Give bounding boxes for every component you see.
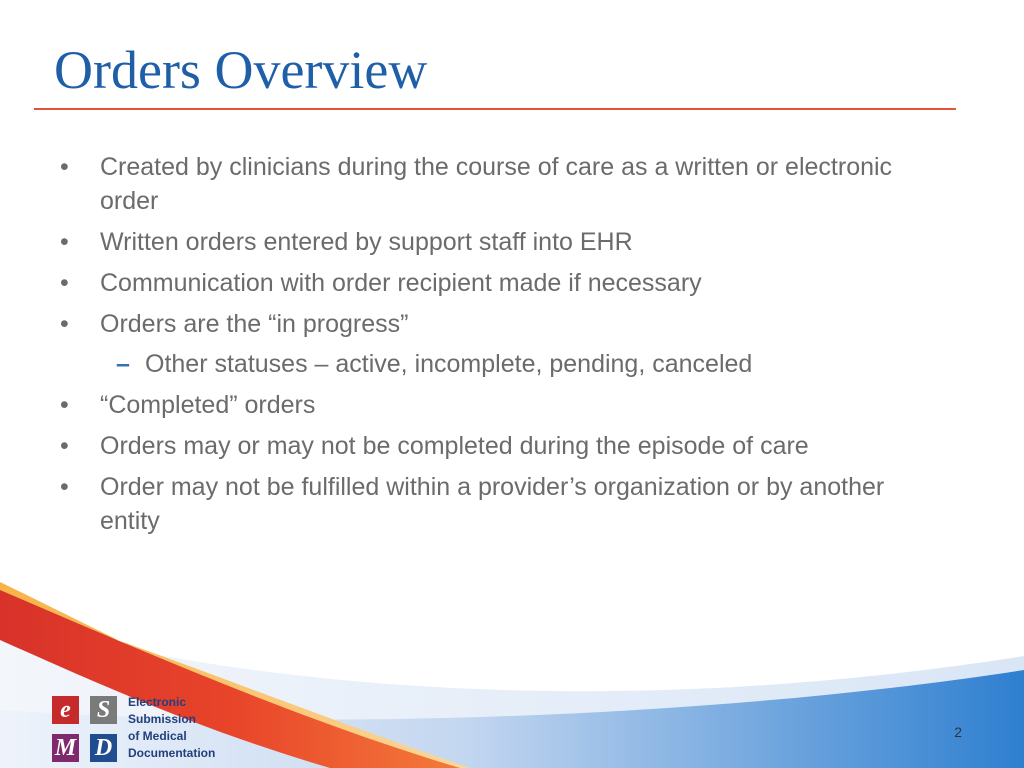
bullet-text: Written orders entered by support staff into EHR bbox=[100, 228, 633, 256]
bullet-marker: • bbox=[60, 473, 69, 501]
logo-tile-e: e bbox=[52, 696, 79, 724]
bullet-marker: • bbox=[60, 153, 69, 181]
bullet-marker: • bbox=[60, 228, 69, 256]
logo-text-line: Documentation bbox=[128, 746, 216, 760]
bullet-marker: • bbox=[60, 310, 69, 338]
bullet-item bbox=[60, 150, 940, 218]
bullet-item bbox=[60, 225, 940, 259]
logo-tile-d: D bbox=[90, 734, 117, 762]
logo-text-line: Submission bbox=[128, 712, 197, 726]
logo-text-line: of Medical bbox=[128, 729, 187, 743]
bullet-text: Order may not be fulfilled within a provider’s organization or by another entity bbox=[100, 473, 885, 535]
bullet-marker: • bbox=[60, 432, 69, 460]
logo-tile-m: M bbox=[52, 734, 79, 762]
bullet-text: Communication with order recipient made if necessary bbox=[100, 269, 702, 297]
bullet-item bbox=[60, 470, 940, 538]
title-underline bbox=[34, 108, 956, 110]
bullet-text: “Completed” orders bbox=[100, 391, 316, 419]
sub-bullet-marker: – bbox=[116, 350, 130, 378]
bullet-item bbox=[60, 307, 940, 341]
page-number: 2 bbox=[954, 724, 962, 740]
bullet-marker: • bbox=[60, 391, 69, 419]
bullet-text: Created by clinicians during the course of care as a written or electronic order bbox=[100, 153, 893, 215]
bullet-text: Orders are the “in progress” bbox=[100, 310, 409, 338]
logo-text-line: Electronic bbox=[128, 695, 187, 709]
logo-wordmark bbox=[128, 694, 215, 762]
bullet-marker: • bbox=[60, 269, 69, 297]
sub-bullet-item bbox=[60, 347, 940, 381]
slide-title: Orders Overview bbox=[54, 40, 428, 100]
logo-tile-s: S bbox=[90, 696, 117, 724]
bullet-item bbox=[60, 429, 940, 463]
sub-bullet-text: Other statuses – active, incomplete, pending, canceled bbox=[145, 350, 753, 378]
esmd-logo bbox=[52, 696, 242, 766]
bullet-item bbox=[60, 266, 940, 300]
bullet-item bbox=[60, 388, 940, 422]
bullet-text: Orders may or may not be completed during the episode of care bbox=[100, 432, 809, 460]
bullet-list bbox=[60, 150, 940, 545]
